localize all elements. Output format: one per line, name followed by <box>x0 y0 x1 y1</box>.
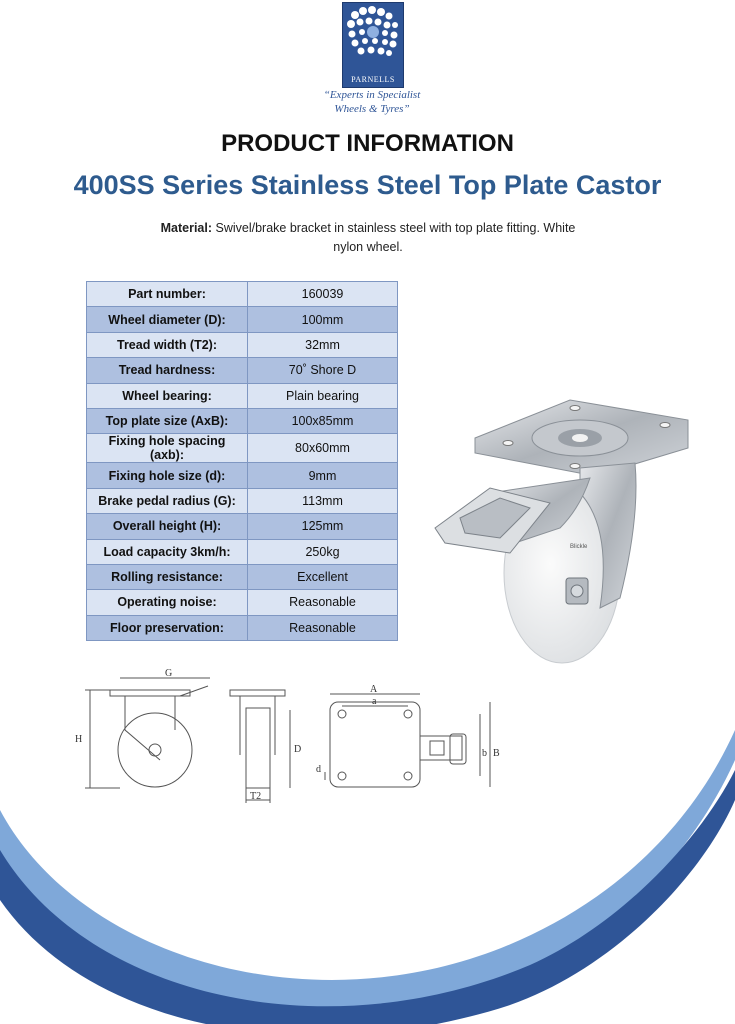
spec-value: 100x85mm <box>248 408 398 433</box>
table-row <box>87 539 398 564</box>
table-row <box>87 307 398 332</box>
material-label: Material: <box>160 221 213 235</box>
table-row <box>87 590 398 615</box>
tagline-line-1: “Experts in Specialist <box>323 89 421 101</box>
material-description <box>148 219 588 257</box>
spec-value: 160039 <box>248 282 398 307</box>
spec-value: 9mm <box>248 463 398 488</box>
spec-value: Reasonable <box>248 615 398 640</box>
decorative-swoosh <box>0 700 735 1024</box>
table-row <box>87 514 398 539</box>
spec-table <box>86 281 398 641</box>
dim-label-a-upper: A <box>370 684 378 695</box>
spec-label: Part number: <box>87 282 248 307</box>
spec-value: Plain bearing <box>248 383 398 408</box>
table-row <box>87 383 398 408</box>
spec-label: Tread hardness: <box>87 358 248 383</box>
spec-value: 80x60mm <box>248 434 398 463</box>
table-row <box>87 332 398 357</box>
spec-label: Load capacity 3km/h: <box>87 539 248 564</box>
table-row <box>87 408 398 433</box>
spec-value: 70˚ Shore D <box>248 358 398 383</box>
table-row <box>87 434 398 463</box>
spec-value: 113mm <box>248 488 398 513</box>
table-row <box>87 282 398 307</box>
spec-label: Operating noise: <box>87 590 248 615</box>
spec-value: 32mm <box>248 332 398 357</box>
table-row <box>87 615 398 640</box>
page-heading: PRODUCT INFORMATION <box>221 130 514 157</box>
spec-label: Fixing hole spacing (axb): <box>87 434 248 463</box>
spec-label: Wheel diameter (D): <box>87 307 248 332</box>
spec-value: 100mm <box>248 307 398 332</box>
table-row <box>87 358 398 383</box>
tagline-line-2: Wheels & Tyres” <box>334 103 410 115</box>
dim-label-t2: T2 <box>250 791 262 802</box>
castor-product-image <box>430 398 690 668</box>
spec-label: Rolling resistance: <box>87 564 248 589</box>
dim-label-a-lower: a <box>372 696 377 707</box>
spec-value: 250kg <box>248 539 398 564</box>
dim-label-d-hole: d <box>316 764 321 775</box>
table-row <box>87 564 398 589</box>
material-text: Swivel/brake bracket in stainless steel with top plate fitting. White nylon wheel. <box>215 221 576 254</box>
logo-brand-name: PARNELLS <box>351 75 395 84</box>
brand-logo <box>342 2 404 88</box>
spec-value: Excellent <box>248 564 398 589</box>
spec-value: Reasonable <box>248 590 398 615</box>
spec-label: Overall height (H): <box>87 514 248 539</box>
spec-label: Brake pedal radius (G): <box>87 488 248 513</box>
table-row <box>87 463 398 488</box>
logo-wheel-icon <box>343 3 403 73</box>
spec-label: Wheel bearing: <box>87 383 248 408</box>
dim-label-b-lower: b <box>482 748 487 759</box>
dim-label-b-upper: B <box>493 748 500 759</box>
dim-label-g: G <box>165 668 173 679</box>
spec-label: Top plate size (AxB): <box>87 408 248 433</box>
spec-label: Floor preservation: <box>87 615 248 640</box>
castor-brand-label: Blickle <box>570 544 588 550</box>
spec-value: 125mm <box>248 514 398 539</box>
product-title: 400SS Series Stainless Steel Top Plate Castor <box>73 170 662 200</box>
dim-label-h: H <box>75 734 83 745</box>
tagline <box>290 88 454 116</box>
spec-label: Tread width (T2): <box>87 332 248 357</box>
dim-label-d: D <box>294 744 302 755</box>
table-row <box>87 488 398 513</box>
spec-label: Fixing hole size (d): <box>87 463 248 488</box>
